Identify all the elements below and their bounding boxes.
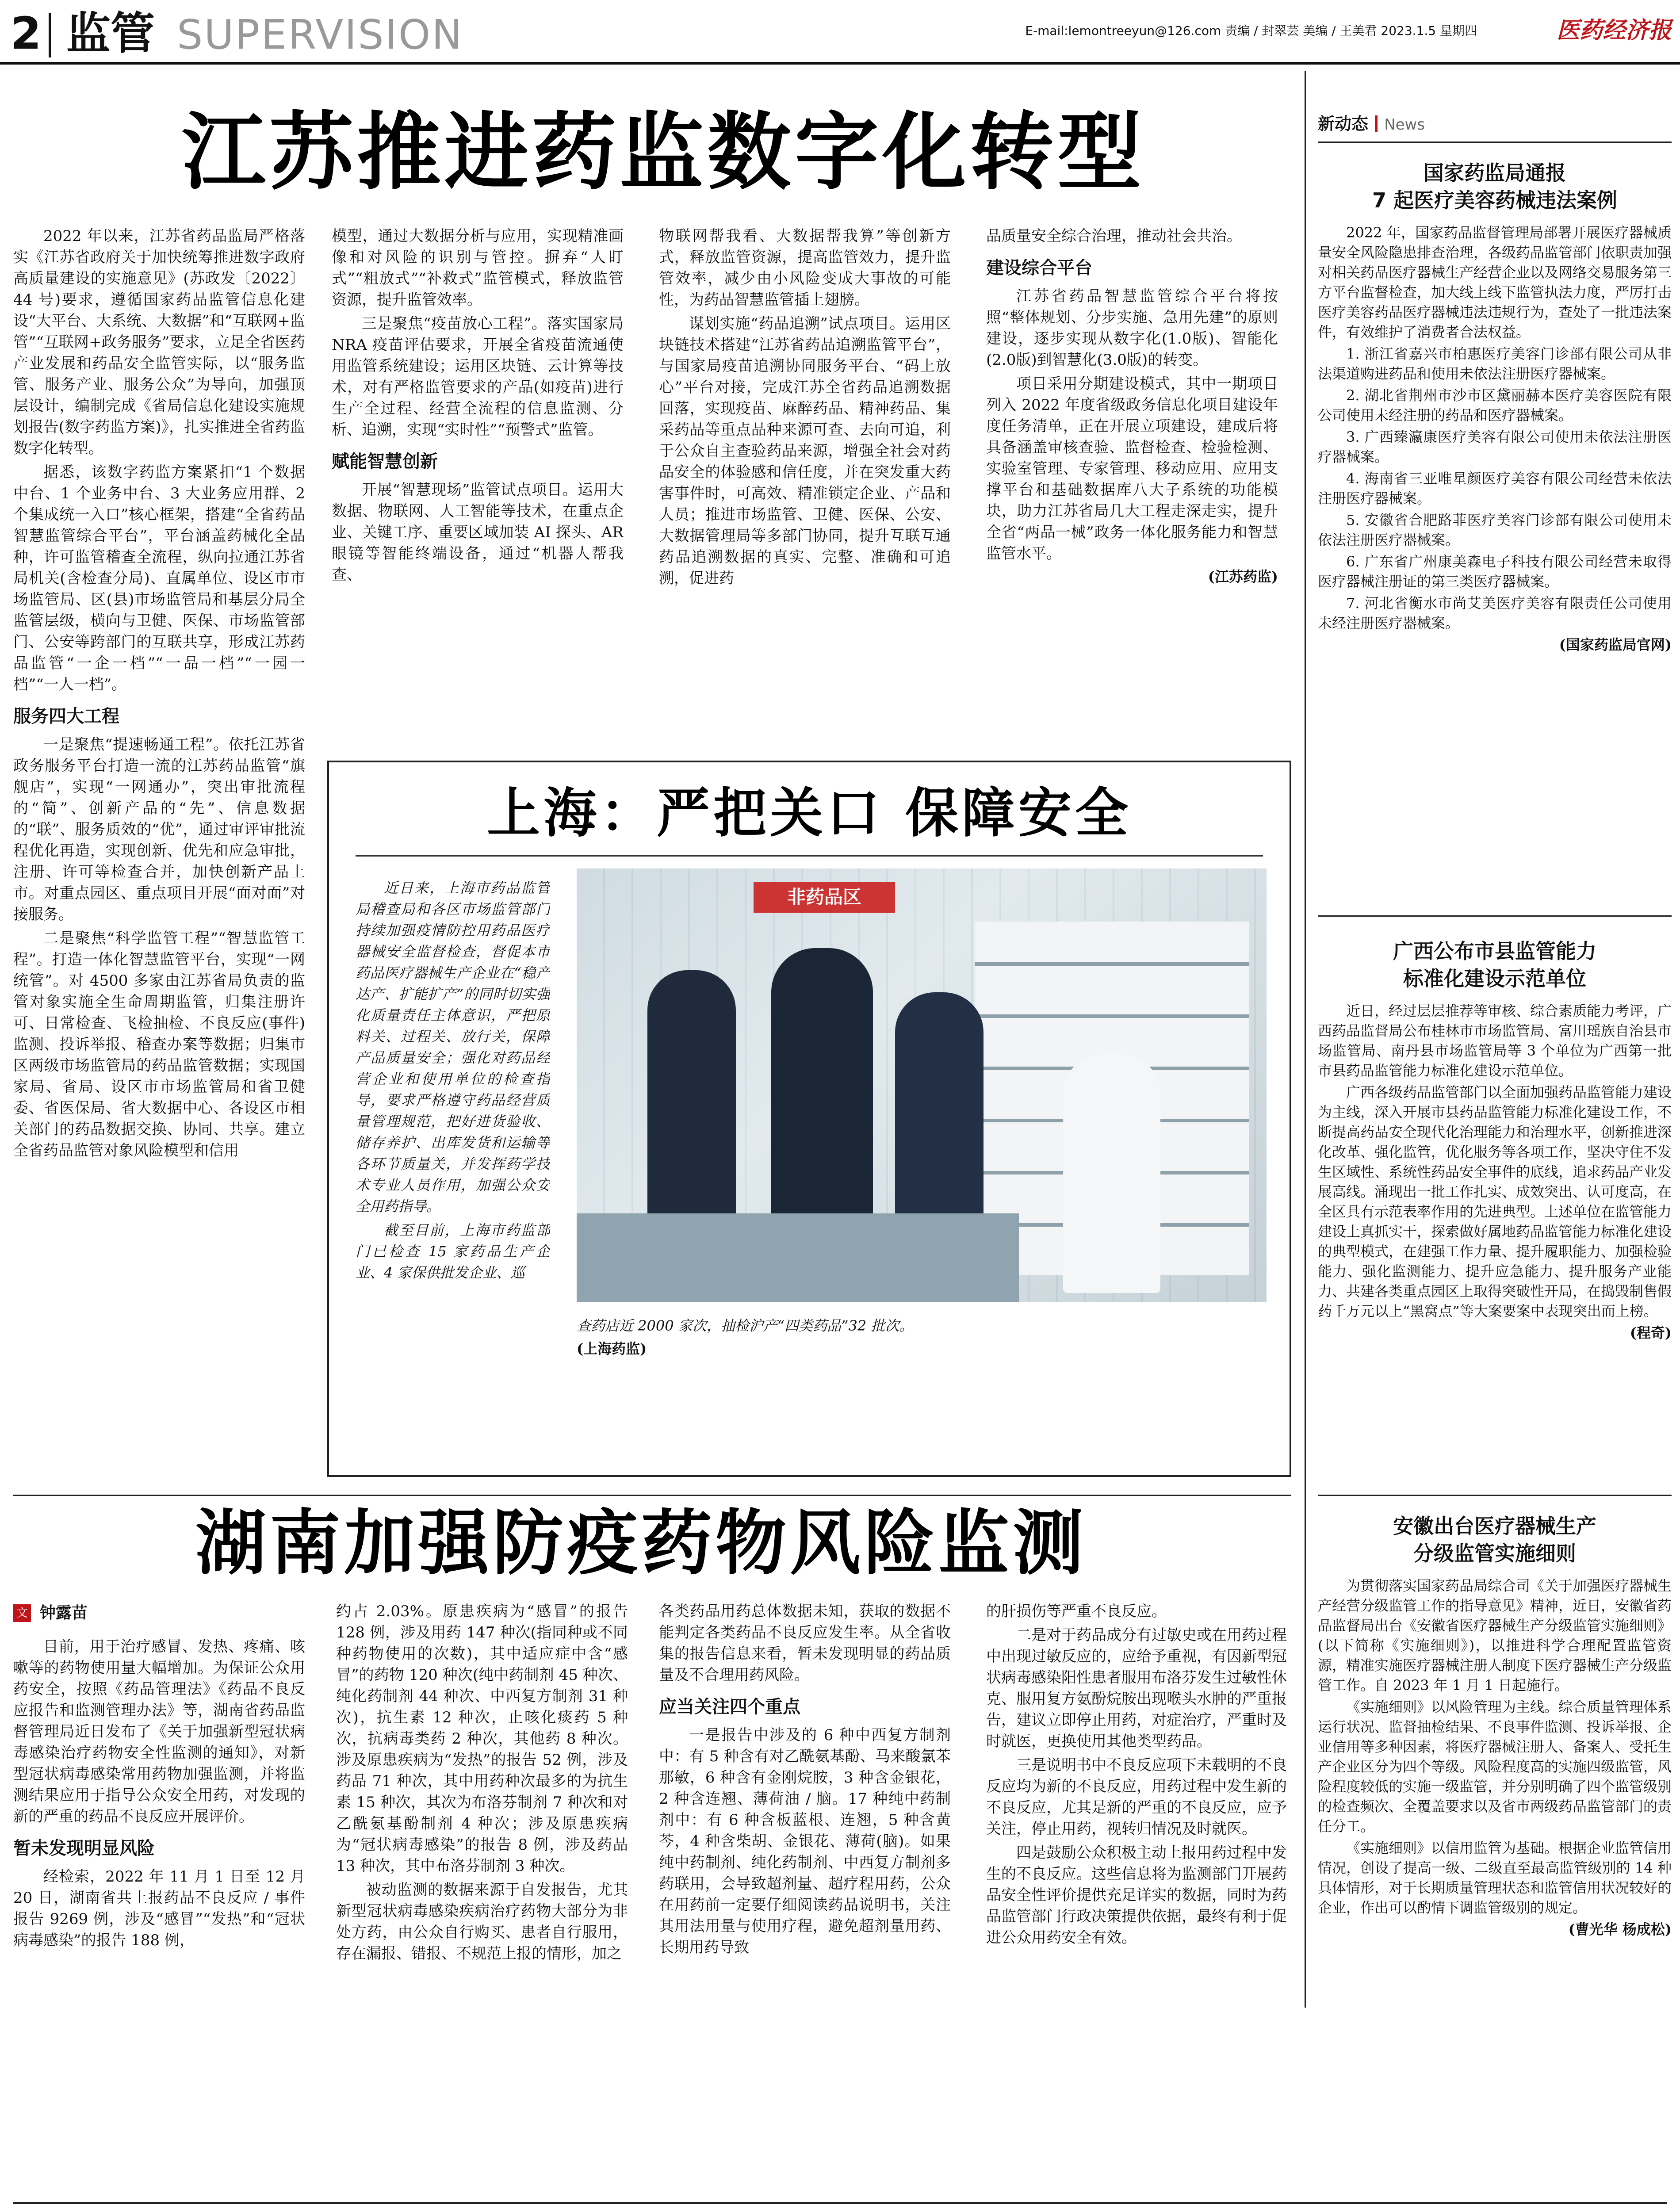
sidebar-a1-p2: 2. 湖北省荆州市沙市区黛丽赫本医疗美容医院有限公司使用未经注册的药品和医疗器械案。	[1318, 387, 1672, 424]
jiangsu-col-3	[659, 226, 951, 694]
hunan-col-3	[659, 1601, 951, 2180]
sidebar-a1-p7: 7. 河北省衡水市尚艾美医疗美容有限责任公司使用未经注册医疗器械案。	[1318, 595, 1672, 631]
hunan-p3: 约占 2.03%。原患疾病为“感冒”的报告 128 例，涉及用药 147 种次(指同种或不同种药物使用的次数)，其中适应症中含“感冒”的药物 120 种次(纯中药制剂 45 种次、纯化药制剂 44 种次、中西复方制剂 31 种次)，抗生素 12 种次，止咳化痰药 5 种次，抗病毒类药 2 种次，其他药 8 种次。涉及原患疾病为“发热”的报告 52 例，涉及药品 71 种次，其中用药种次最多的为抗生素 15 种次，其次为布洛芬制剂 7 种次和对乙酰氨基酚制剂 4 种次；涉及原患疾病为“冠状病毒感染”的报告 8 例，涉及药品 13 种次，其中布洛芬制剂 3 种次。	[336, 1603, 628, 1875]
store-sign: 非药品区	[754, 882, 895, 913]
shanghai-text	[356, 877, 550, 1452]
hunan-p10: 四是鼓励公众积极主动上报用药过程中发生的不良反应。这些信息将为监测部门开展药品安全性评价提供充足详实的数据，同时为药品监管部门行政决策提供依据，最终有利于促进公众用药安全有效。	[986, 1844, 1287, 1947]
sidebar-a3-p1: 《实施细则》以风险管理为主线。综合质量管理体系运行状况、监督抽检结果、不良事件监测、投诉举报、企业信用等多种因素，将医疗器械注册人、备案人、受托生产企业区分为四个等级。风险程度高的实施四级监管，风险程度较低的实施一级监管，并分别明确了四个监管级别的检查频次、全覆盖要求以及省市两级药品监管部门的责任分工。	[1318, 1698, 1672, 1835]
header-rule	[0, 62, 1680, 65]
hunan-col-2	[336, 1601, 628, 2180]
section-title-cn: 监管	[66, 8, 155, 59]
sidebar-a2-p0: 近日，经过层层推荐等审核、综合素质能力考评，广西药品监督局公布桂林市市场监管局、富川瑶族自治县市场监管局、南丹县市场监管局等 3 个单位为广西第一批市县药品监管能力标准化建设示范单位。	[1318, 1002, 1672, 1079]
byline-tag: 文	[13, 1604, 31, 1622]
jiangsu-col-1	[13, 226, 305, 1464]
jiangsu-col-4	[986, 226, 1278, 694]
shanghai-title-rule	[356, 855, 1263, 857]
shanghai-photo	[577, 868, 1267, 1302]
sidebar-a1-title: 国家药监局通报 7 起医疗美容药械违法案例	[1372, 161, 1618, 212]
hunan-p7: 的肝损伤等严重不良反应。	[986, 1603, 1167, 1620]
jiangsu-p8: 物联网帮我看、大数据帮我算”等创新方式，释放监管资源，提高监管效力，提升监管效率，减少由小风险变成大事故的可能性，为药品智慧监管插上翅膀。	[659, 227, 951, 309]
sidebar-a3-title: 安徽出台医疗器械生产 分级监管实施细则	[1393, 1514, 1596, 1565]
jiangsu-p5: 模型，通过大数据分析与应用，实现精准画像和对风险的识别与管控。摒弃“人盯式”“粗放式”“补救式”监管模式，释放监管资源，提升监管效率。	[332, 227, 624, 309]
shanghai-caption-text: 查药店近 2000 家次，抽检沪产“四类药品”32 批次。	[577, 1317, 914, 1334]
sidebar-a1-p3: 3. 广西臻瀛康医疗美容有限公司使用未依法注册医疗器械案。	[1318, 428, 1672, 465]
hunan-p2: 经检索，2022 年 11 月 1 日至 12 月 20 日，湖南省共上报药品不良反应 / 事件报告 9269 例，涉及“感冒”“发热”和“冠状病毒感染”的报告 188 例，	[13, 1868, 305, 1949]
hunan-p4: 被动监测的数据来源于自发报告，尤其新型冠状病毒感染疾病治疗药物大部分为非处方药，由公众自行购买、患者自行服用，存在漏报、错报、不规范上报的情形，加之	[336, 1881, 628, 1962]
sidebar-label-cn: 新动态	[1318, 114, 1369, 134]
hunan-p9: 三是说明书中不良反应项下未载明的不良反应均为新的不良反应，用药过程中发生新的不良反应，尤其是新的严重的不良反应，应予关注，停止用药，视转归情况及时就医。	[986, 1756, 1287, 1838]
sidebar-a1-p4: 4. 海南省三亚唯星颜医疗美容有限公司经营未依法注册医疗器械案。	[1318, 470, 1672, 507]
sidebar-a2-title: 广西公布市县监管能力 标准化建设示范单位	[1393, 939, 1596, 991]
hunan-p5: 各类药品用药总体数据未知，获取的数据不能判定各类药品不良反应发生率。从全省收集的报告信息来看，暂未发现明显的药品质量及不合理用药风险。	[659, 1603, 951, 1684]
section-title-en: SUPERVISION	[177, 11, 464, 58]
jiangsu-p12: 项目采用分期建设模式，其中一期项目列入 2022 年度省级政务信息化项目建设年度任务清单，正在开展立项建设，建成后将具备涵盖审核查验、监督检查、检验检测、实验室管理、专家管理、移动应用、应用支撑平台和基础数据库八大子系统的功能模块，助力江苏省局几大工程走深走实，提升全省“两品一械”政务一体化服务能力和智慧监管水平。	[986, 375, 1278, 562]
pharmacist-figure	[1063, 1054, 1160, 1293]
sidebar-separator	[1305, 71, 1306, 2008]
sidebar	[1318, 71, 1672, 2193]
header-meta: E-mail:lemontreeyun@126.com 责编 / 封翠芸 美编 / 王美君 2023.1.5 星期四	[1025, 23, 1477, 38]
hunan-sub-1: 暂未发现明显风险	[13, 1838, 155, 1859]
jiangsu-col-2	[332, 226, 624, 694]
shanghai-body: 近日来，上海市药品监管局稽查局和各区市场监管部门持续加强疫情防控用药品医疗器械安全监督检查，督促本市药品医疗器械生产企业在“稳产达产、扩能扩产”的同时切实强化质量责任主体意识，严把原料关、过程关、放行关，保障产品质量安全；强化对药品经营企业和使用单位的检查指导，要求严格遵守药品经营质量管理规范，把好进货验收、储存养护、出库发货和运输等各环节质量关，并发挥药学技术专业人员作用，加强公众安全用药指导。	[356, 880, 550, 1215]
sidebar-rule-1	[1318, 915, 1672, 917]
shanghai-headline: 上海：严把关口 保障安全	[487, 782, 1132, 844]
jiangsu-p2: 据悉，该数字药监方案紧扣“1 个数据中台、1 个业务中台、3 大业务应用群、2 个集成统一入口”核心框架，搭建“全省药品智慧监管综合平台”，平台涵盖药械化全品种，许可监管稽查全流程，纵向拉通江苏省局机关(含检查分局)、直属单位、设区市市场监管局、区(县)市场监管局和基层分局全监管层级，横向与卫健、医保、市场监管部门、公安等跨部门的互联共享，形成江苏药品监管“一企一档”“一品一档”“一园一档”“一人一档”。	[13, 463, 305, 693]
sidebar-a3-source: (曹光华 杨成松)	[1568, 1921, 1672, 1938]
page-number: 2	[11, 8, 42, 59]
shanghai-body-2: 截至目前，上海市药监部门已检查 15 家药品生产企业、4 家保供批发企业、巡	[356, 1222, 550, 1281]
sidebar-a1-source: (国家药监局官网)	[1559, 636, 1672, 653]
sidebar-article-2	[1318, 937, 1672, 1565]
hunan-author: 钟露苗	[40, 1604, 88, 1622]
bottom-section-rule	[13, 2202, 1667, 2204]
jiangsu-headline: 江苏推进药监数字化转型	[181, 103, 1145, 201]
hunan-sub-2: 应当关注四个重点	[659, 1697, 800, 1717]
header-divider	[49, 13, 51, 57]
sidebar-article-3	[1318, 1512, 1672, 2167]
sidebar-a1-p1: 1. 浙江省嘉兴市柏惠医疗美容门诊部有限公司从非法渠道购进药品和使用未依法注册医疗器械案。	[1318, 345, 1672, 382]
sidebar-a1-p0: 2022 年，国家药品监督管理局部署开展医疗器械质量安全风险隐患排查治理，各级药品监管部门依职责加强对相关药品医疗器械生产经营企业以及网络交易服务第三方平台监督检查，加大线上线下监管执法力度，严厉打击医疗美容药品医疗器械违法违规行为，查处了一批违法案件，有效维护了消费者合法权益。	[1318, 224, 1672, 340]
hunan-col-4	[986, 1601, 1287, 2180]
sidebar-article-1	[1318, 159, 1672, 907]
shanghai-box	[327, 761, 1291, 1477]
jiangsu-p7: 开展“智慧现场”监管试点项目。运用大数据、物联网、人工智能等技术，在重点企业、关键工序、重要区域加装 AI 探头、AR 眼镜等智能终端设备，通过“机器人帮我查、	[332, 481, 624, 584]
shanghai-caption	[577, 1315, 1267, 1358]
sidebar-a1-p6: 6. 广东省广州康美森电子科技有限公司经营未取得医疗器械注册证的第三类医疗器械案。	[1318, 553, 1672, 590]
jiangsu-sub-2: 赋能智慧创新	[332, 451, 438, 472]
sidebar-a3-p2: 《实施细则》以信用监管为基础。根据企业监管信用情况，创设了提高一级、二级直至最高监管级别的 14 种具体情形，对于长期质量管理状态和监管信用状况较好的企业，作出可以酌情下调监管级别的规定。	[1318, 1840, 1672, 1916]
sidebar-a2-p1: 广西各级药品监管部门以全面加强药品监管能力建设为主线，深入开展市县药品监管能力标准化建设工作，不断提高药品安全现代化治理能力和治理水平，创新推进深化改革、强化监管，优化服务等各项工作，坚决守住不发生区域性、系统性药品安全事件的底线，追求药品产业发展高线。涌现出一批工作扎实、成效突出、认可度高，在全区具有示范表率作用的先进典型。上述单位在监管能力建设上真抓实干，探索做好属地药品监管能力标准化建设的典型模式，在建强工作力量、提升履职能力、加强检验能力、强化监测能力、提升应急能力、提升服务产业能力、共建各类重点园区上取得突破性开局，在捣毁制售假药千万元以上“黑窝点”等大案要案中表现突出而上榜。	[1318, 1084, 1672, 1320]
brand-logo: 医药经济报	[1556, 17, 1672, 44]
hunan-p1: 目前，用于治疗感冒、发热、疼痛、咳嗽等的药物使用量大幅增加。为保证公众用药安全，按照《药品管理法》《药品不良反应报告和监测管理办法》等，湖南省药品监督管理局近日发布了《关于加强新型冠状病毒感染治疗药物安全性监测的通知》，对新型冠状病毒感染常用药物加强监测，并将监测结果应用于指导公众安全用药，对发现的新的严重的药品不良反应开展评价。	[13, 1638, 305, 1825]
sidebar-label-en: News	[1384, 116, 1425, 134]
jiangsu-p10: 品质量安全综合治理，推动社会共治。	[986, 227, 1242, 245]
hunan-headline: 湖南加强防疫药物风险监测	[195, 1502, 1087, 1584]
hunan-col-1	[13, 1636, 305, 2180]
hunan-p8: 二是对于药品成分有过敏史或在用药过程中出现过敏反应的，应给予重视，有因新型冠状病毒感染阳性患者服用布洛芬发生过敏性休克、服用复方氨酚烷胺出现喉头水肿的严重报告，建议立即停止用药，对症治疗，严重时及时就医，更换使用其他类型药品。	[986, 1626, 1287, 1750]
hunan-p6: 一是报告中涉及的 6 种中西复方制剂中：有 5 种含有对乙酰氨基酚、马来酸氯苯那敏，6 种含有金刚烷胺，3 种含金银花，2 种含连翘、薄荷油 / 脑。17 种纯中药制剂中：有 6 种含板蓝根、连翘，5 种含黄芩，4 种含柴胡、金银花、薄荷(脑)。如果纯中药制剂、纯化药制剂、中西复方制剂多药联用，会导致超剂量、超疗程用药，公众在用药前一定要仔细阅读药品说明书，关注其用法用量与使用疗程，避免超剂量用药、长期用药导致	[659, 1726, 951, 1956]
jiangsu-sub-1: 服务四大工程	[13, 706, 119, 727]
jiangsu-source: (江苏药监)	[1208, 568, 1278, 585]
sidebar-a3-p0: 为贯彻落实国家药品局综合司《关于加强医疗器械生产经营分级监管工作的指导意见》精神，近日，安徽省药品监督局出台《安徽省医疗器械生产分级监管实施细则》(以下简称《实施细则》)，以推进科学合理配置监管资源，精准实施医疗器械注册人制度下医疗器械生产分级监管工作。自 2023 年 1 月 1 日起施行。	[1318, 1577, 1672, 1694]
sidebar-a1-p5: 5. 安徽省合肥路菲医疗美容门诊部有限公司使用未依法注册医疗器械案。	[1318, 512, 1672, 548]
jiangsu-p3: 一是聚焦“提速畅通工程”。依托江苏省政务服务平台打造一流的江苏药品监管“旗舰店”，实现“一网通办”，突出审批流程的“简”、创新产品的“先”、信息数据的“联”、服务质效的“优”，通过审评审批流程优化再造，实现创新、优先和应急审批，注册、许可等检查合并，加快创新产品上市。对重点园区、重点项目开展“面对面”对接服务。	[13, 736, 305, 923]
jiangsu-p11: 江苏省药品智慧监管综合平台将按照“整体规划、分步实施、急用先建”的原则建设，逐步实现从数字化(1.0版)、智能化(2.0版)到智慧化(3.0版)的转变。	[986, 287, 1278, 369]
jiangsu-p6: 三是聚焦“疫苗放心工程”。落实国家局 NRA 疫苗评估要求，开展全省疫苗流通使用监管系统建设；运用区块链、云计算等技术，对有严格监管要求的产品(如疫苗)进行生产全过程、经营全流程的信息监测、分析、追溯，实现“实时性”“预警式”监管。	[332, 315, 624, 439]
counter	[577, 1213, 1019, 1302]
shanghai-source: (上海药监)	[577, 1340, 647, 1357]
sidebar-top-rule	[1318, 142, 1672, 143]
sidebar-a2-source: (程奇)	[1630, 1324, 1672, 1341]
hunan-top-rule	[13, 1495, 1291, 1496]
page-header	[0, 0, 1680, 71]
sidebar-label-bar	[1375, 115, 1378, 132]
hunan-byline	[13, 1601, 305, 1627]
jiangsu-p9: 谋划实施“药品追溯”试点项目。运用区块链技术搭建“江苏省药品追溯监管平台”，与国家局疫苗追溯协同服务平台、“码上放心”平台对接，完成江苏全省药品追溯数据回落，实现疫苗、麻醉药品、精神药品、集采药品等重点品种来源可查、去向可追，利于公众自主查验药品来源，增强全社会对药品安全的体验感和信任度，并在突发重大药害事件时，可高效、精准锁定企业、产品和人员；推进市场监管、卫健、医保、公安、大数据管理局等多部门协同，提升互联互通药品追溯数据的真实、完整、准确和可追溯，促进药	[659, 315, 951, 587]
sidebar-label	[1318, 111, 1672, 137]
jiangsu-p4: 二是聚焦“科学监管工程”“智慧监管工程”。打造一体化智慧监管平台，实现“一网统管”。对 4500 多家由江苏省局负责的监管对象实施全生命周期监管，归集注册许可、日常检查、飞检抽检、不良反应(事件)监测、投诉举报、稽查办案等数据；归集市区两级市场监管局的药品监管数据；实现国家局、省局、设区市市场监管局和省卫健委、省医保局、省大数据中心、各设区市相关部门的药品数据交换、协同、共享。建立全省药品监管对象风险模型和信用	[13, 930, 305, 1159]
jiangsu-sub-3: 建设综合平台	[986, 258, 1092, 278]
sidebar-rule-2	[1318, 1495, 1672, 1496]
jiangsu-p1: 2022 年以来，江苏省药品监局严格落实《江苏省政府关于加快统筹推进数字政府高质量建设的实施意见》(苏政发〔2022〕44 号)要求，遵循国家药品监管信息化建设“大平台、大系统、大数据”和“互联网+监管”“互联网+政务服务”要求，立足全省医药产业发展和药品安全监管实际，以“服务监管、服务产业、服务公众”为导向，加强顶层设计，编制完成《省局信息化建设实施规划报告(数字药监方案)》，扎实推进全省药监数字化转型。	[13, 227, 305, 457]
